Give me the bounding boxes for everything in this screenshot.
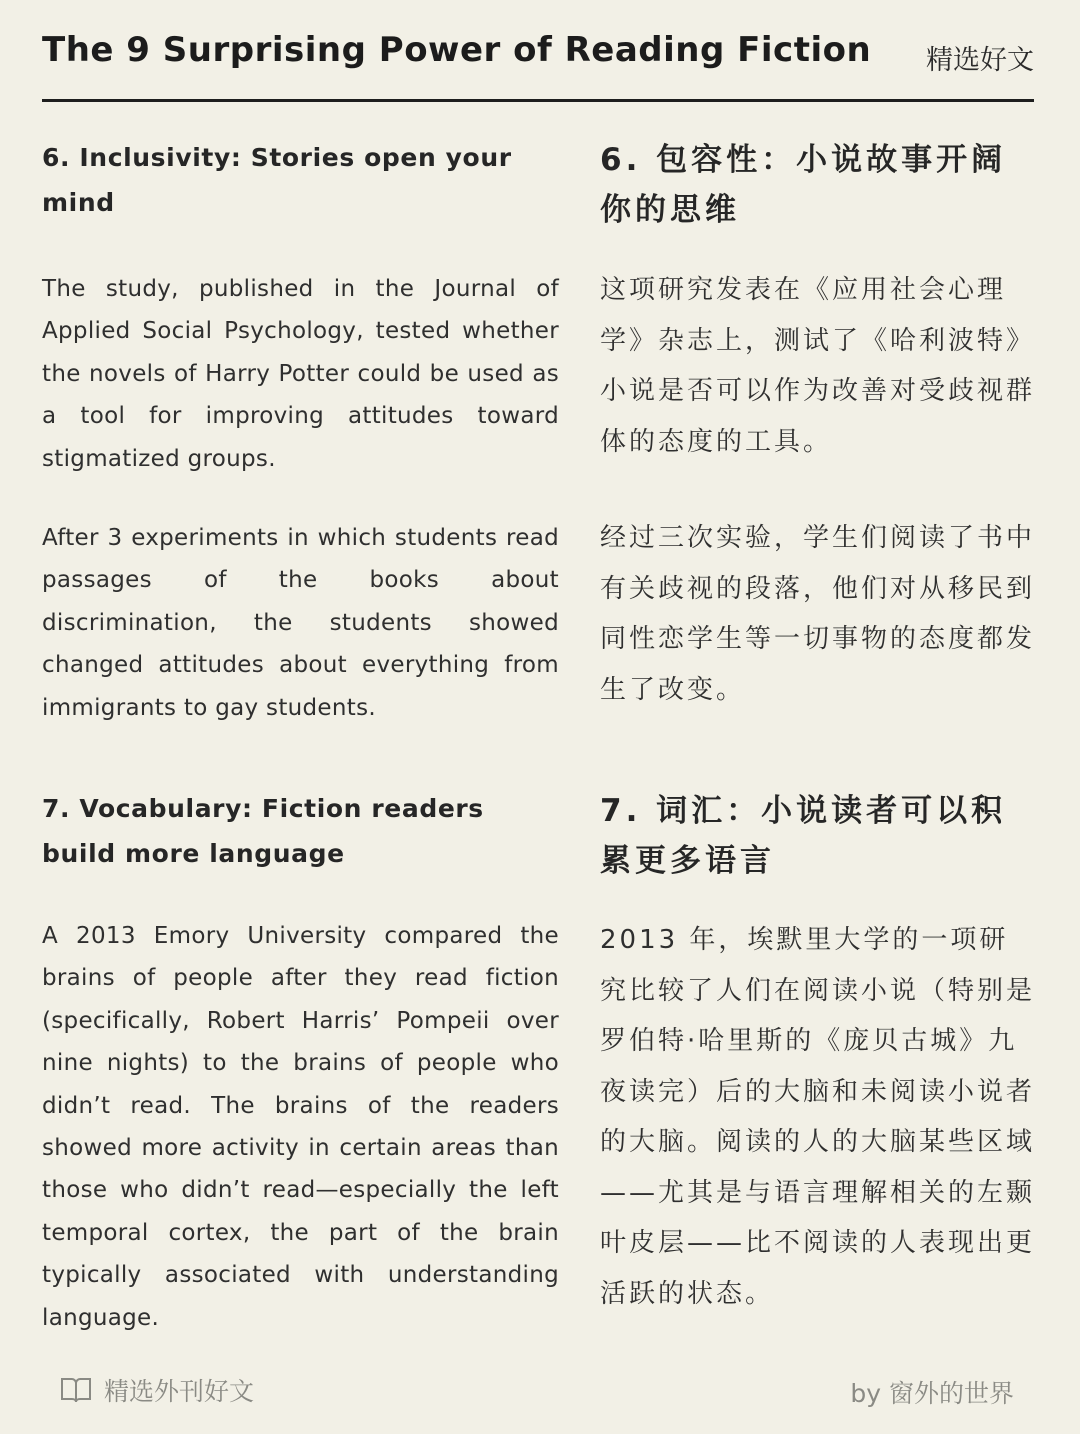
page-title: The 9 Surprising Power of Reading Fiction [42, 30, 872, 70]
section-7-chinese [600, 786, 1035, 1319]
section-7-en-heading: 7. Vocabulary: Fiction readers build more language [42, 794, 484, 868]
section-6-english [42, 135, 559, 729]
section-6-zh-paragraph-1: 这项研究发表在《应用社会心理学》杂志上，测试了《哈利波特》小说是否可以作为改善对受歧视群体的态度的工具。 [600, 275, 1036, 457]
section-6-en-paragraph-2: After 3 experiments in which students read passages of the books about discrimination, the students showed changed attitudes about everything from immigrants to gay students. [42, 525, 559, 721]
section-7-zh-paragraph-1: 2013 年，埃默里大学的一项研究比较了人们在阅读小说（特别是罗伯特·哈里斯的《庞贝古城》九夜读完）后的大脑和未阅读小说者的大脑。阅读的人的大脑某些区域——尤其是与语言理解相关的左颞叶皮层——比不阅读的人表现出更活跃的状态。 [600, 925, 1036, 1309]
section-6-en-paragraph-1: The study, published in the Journal of Applied Social Psychology, tested whether the novels of Harry Potter could be used as a tool for improving attitudes toward stigmatized groups. [42, 276, 559, 472]
section-7-en-paragraph-1: A 2013 Emory University compared the brains of people after they read fiction (specifically, Robert Harris’ Pompeii over nine nights) to the brains of people who didn’t read. The brains of the readers showed more activity in certain areas than those who didn’t read—especially the left temporal cortex, the part of the brain typically associated with understanding language. [42, 923, 559, 1331]
section-6-zh-heading: 6. 包容性：小说故事开阔你的思维 [600, 142, 1007, 228]
section-7-english [42, 786, 559, 1339]
footer-author: by 窗外的世界 [850, 1379, 1014, 1408]
section-6-chinese [600, 135, 1035, 715]
open-book-icon [60, 1376, 92, 1404]
header-divider [42, 99, 1034, 102]
header-tag: 精选好文 [926, 45, 1034, 76]
section-6-en-heading: 6. Inclusivity: Stories open your mind [42, 143, 512, 217]
section-7-zh-heading: 7. 词汇：小说读者可以积累更多语言 [600, 793, 1007, 879]
footer-source-label: 精选外刊好文 [104, 1377, 255, 1406]
footer-source [60, 1372, 254, 1408]
section-6-zh-paragraph-2: 经过三次实验，学生们阅读了书中有关歧视的段落，他们对从移民到同性恋学生等一切事物的态度都发生了改变。 [600, 523, 1036, 705]
